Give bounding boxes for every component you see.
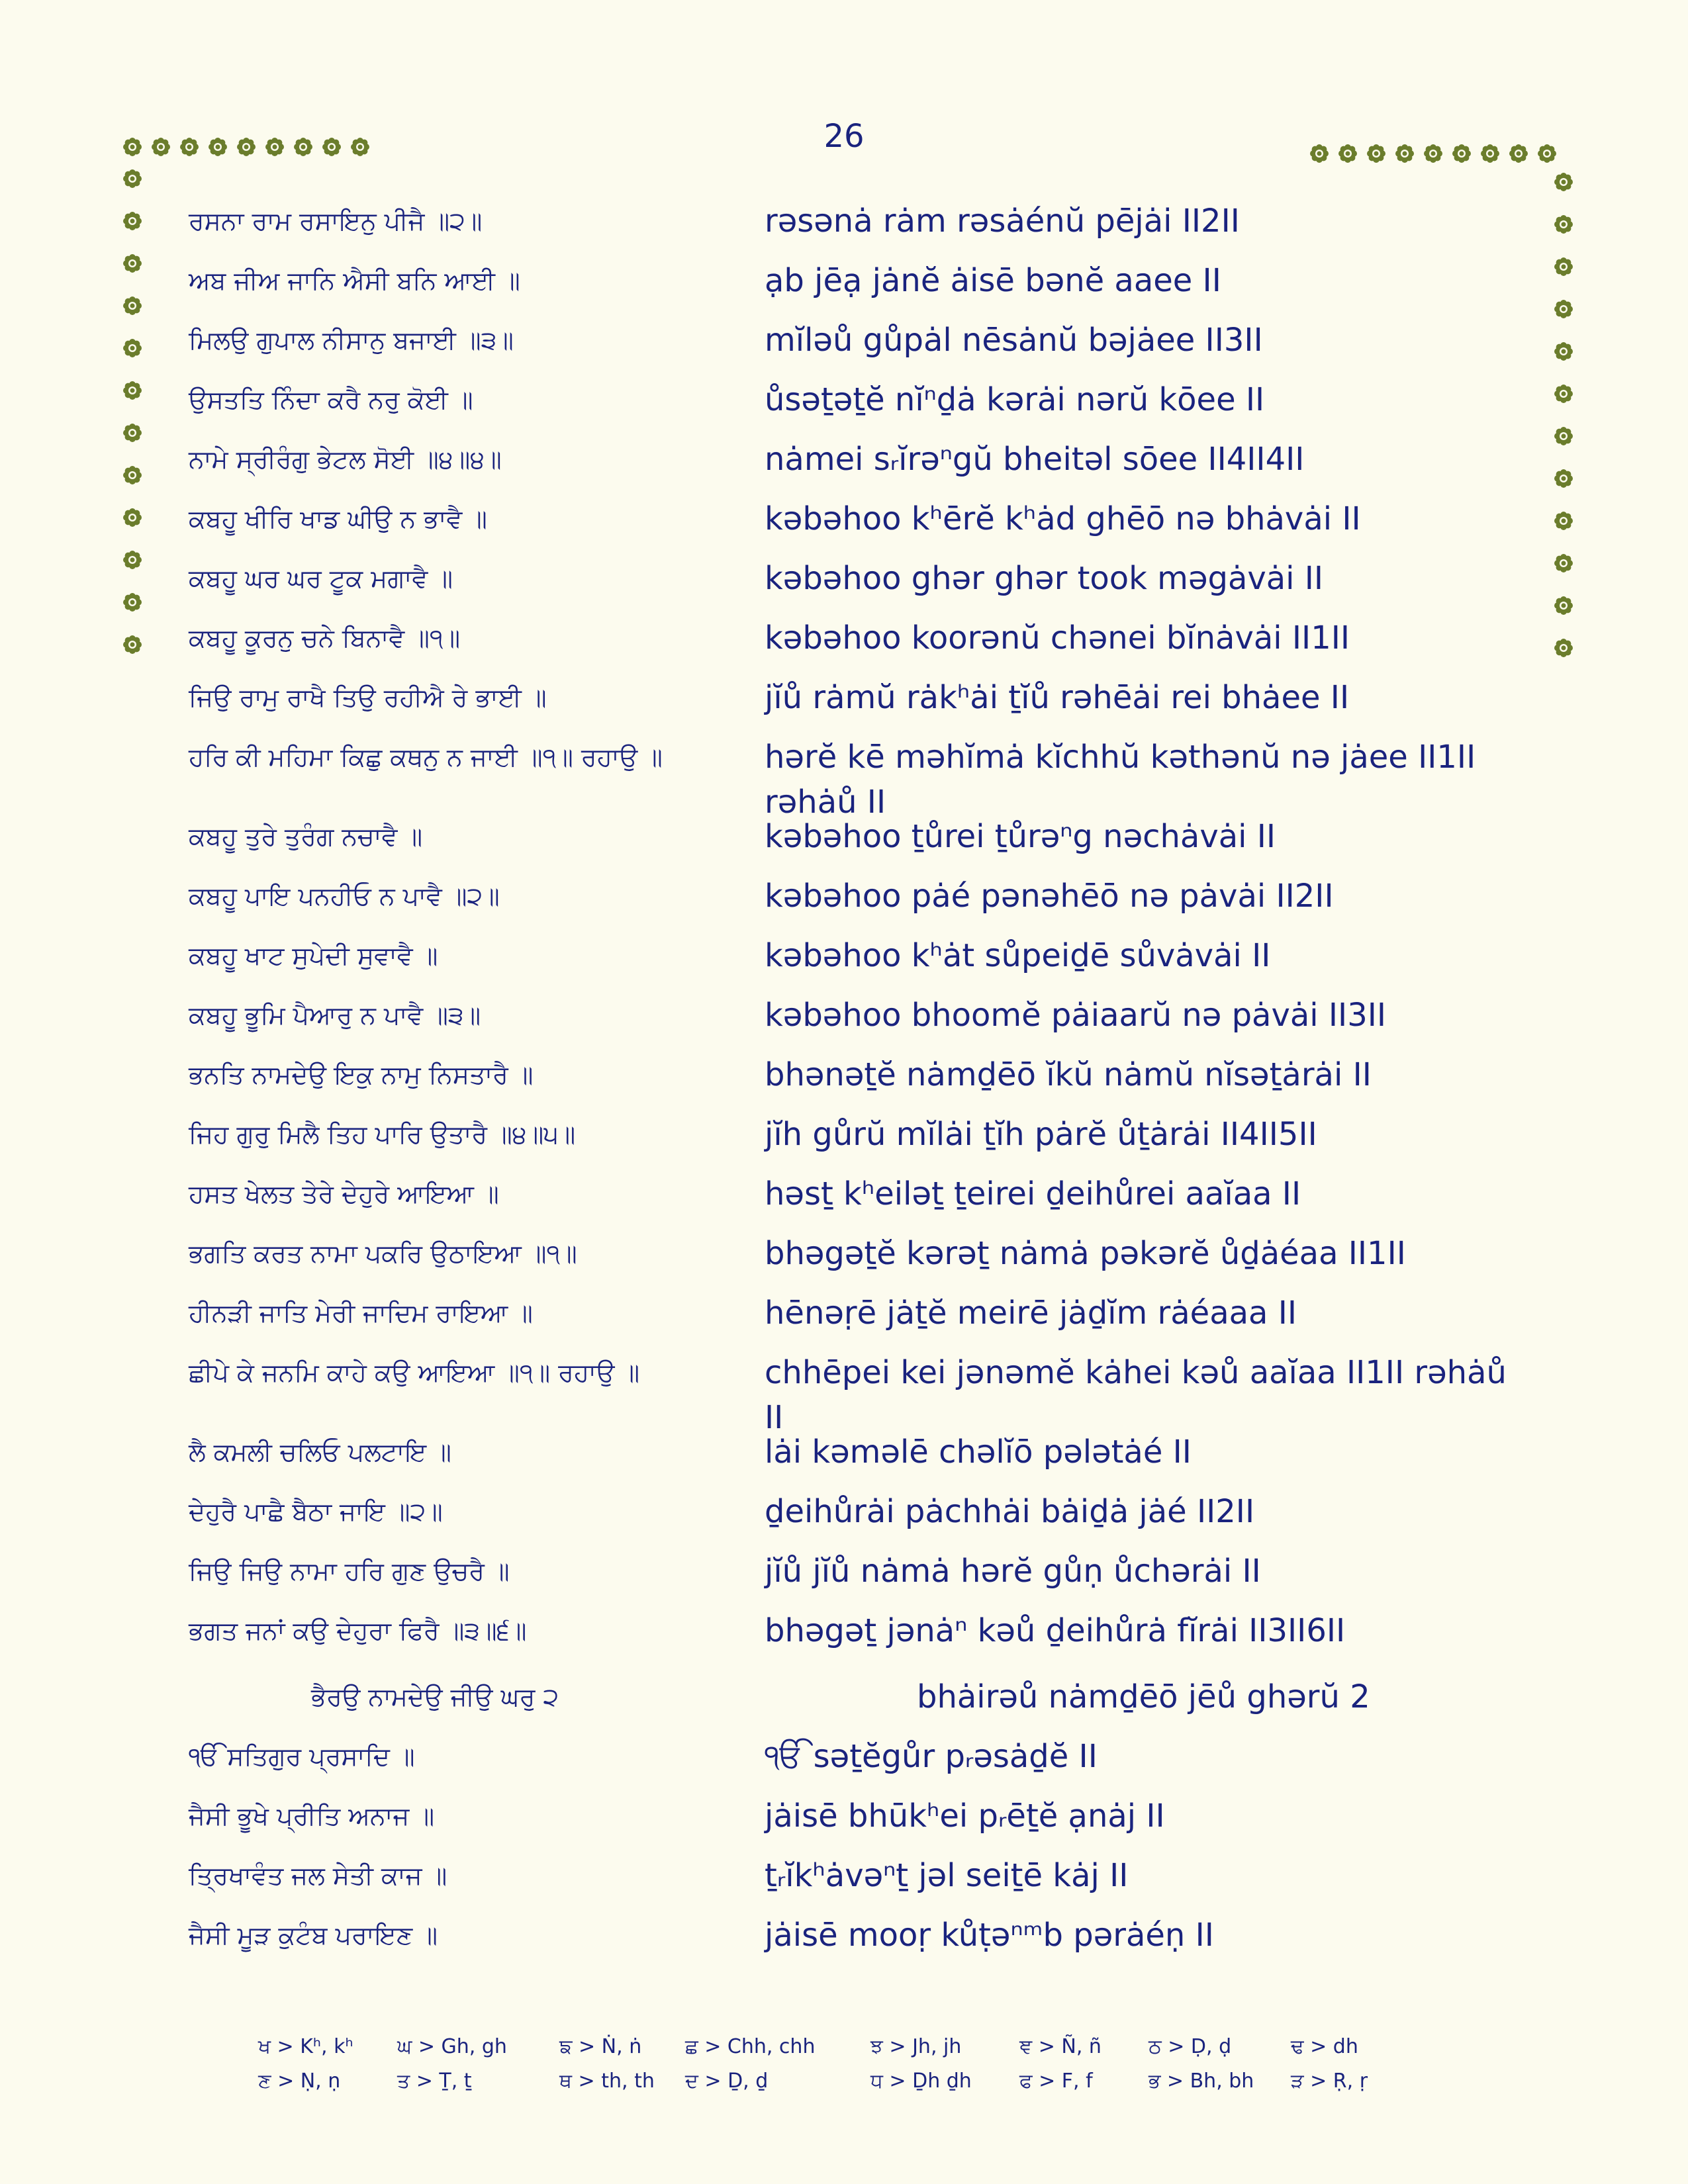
legend-entry: ਞ > Ñ, ñ <box>1019 2035 1102 2058</box>
gurmukhi-text: ਹੀਨੜੀ ਜਾਤਿ ਮੇਰੀ ਜਾਦਿਮ ਰਾਇਆ ॥ <box>189 1298 533 1328</box>
transliteration-text: bhənəṯĕ nȧmḏēō ĭkŭ nȧmŭ nĭsəṯȧrȧi II <box>765 1056 1372 1093</box>
gurmukhi-text: ਕਬਹੂ ਭੂਮਿ ਪੈਆਰੁ ਨ ਪਾਵੈ ॥੩॥ <box>189 1001 481 1030</box>
gurmukhi-text: ਰਸਨਾ ਰਾਮ ਰਸਾਇਨੁ ਪੀਜੈ ॥੨॥ <box>189 206 483 236</box>
flower-icon <box>1509 144 1528 163</box>
flower-icon <box>1554 299 1573 319</box>
gurmukhi-text: ਹਸਤ ਖੇਲਤ ਤੇਰੇ ਦੇਹੁਰੇ ਆਇਆ ॥ <box>189 1179 499 1208</box>
flower-icon <box>1338 144 1358 163</box>
flower-icon <box>293 137 313 157</box>
legend-entry: ਧ > Ḏh ḏh <box>870 2070 972 2093</box>
flower-icon <box>1480 144 1500 163</box>
flower-icon <box>122 211 142 231</box>
legend-entry: ਙ > Ṅ, ṅ <box>559 2035 642 2058</box>
transliteration-text: jȧisē bhūkʰei pᵣēṯĕ ạnȧj II <box>765 1797 1165 1835</box>
flower-icon <box>1537 144 1557 163</box>
flower-icon <box>236 137 256 157</box>
transliteration-text: jȧisē mooṛ kůṭəⁿᵐb pərȧéṇ II <box>765 1917 1214 1954</box>
gurmukhi-text: ਜੈਸੀ ਭੂਖੇ ਪ੍ਰੀਤਿ ਅਨਾਜ ॥ <box>189 1801 435 1831</box>
gurmukhi-text: ਕਬਹੂ ਤੁਰੇ ਤੁਰੰਗ ਨਚਾਵੈ ॥ <box>189 822 423 851</box>
flower-icon <box>151 137 171 157</box>
gurmukhi-text: ਕਬਹੂ ਪਾਇ ਪਨਹੀਓ ਨ ਪਾਵੈ ॥੨॥ <box>189 882 500 911</box>
flower-icon <box>1554 596 1573 615</box>
transliteration-text: kəbəhoo kʰērĕ kʰȧd ghēō nə bhȧvȧi II <box>765 500 1361 537</box>
flower-icon <box>122 253 142 273</box>
gurmukhi-text: ਕਬਹੂ ਕੂਰਨੁ ਚਨੇ ਬਿਨਾਵੈ ॥੧॥ <box>189 623 461 653</box>
flower-icon <box>1554 341 1573 361</box>
flower-icon <box>1309 144 1329 163</box>
flower-icon <box>122 508 142 527</box>
transliteration-text: kəbəhoo pȧé pənəhēō nə pȧvȧi II2II <box>765 878 1334 915</box>
flower-icon <box>1554 214 1573 234</box>
flower-icon <box>122 338 142 358</box>
flower-icon <box>1366 144 1386 163</box>
legend-entry: ਖ > Kʰ, kʰ <box>258 2035 353 2058</box>
gurmukhi-text: ਕਬਹੂ ਖਾਟ ਸੁਪੇਦੀ ਸੁਵਾਵੈ ॥ <box>189 941 438 970</box>
flower-icon <box>1554 638 1573 658</box>
flower-icon <box>1554 384 1573 404</box>
flower-icon <box>122 381 142 400</box>
gurmukhi-text: ਭਗਤ ਜਨਾਂ ਕਉ ਦੇਹੁਰਾ ਫਿਰੈ ॥੩॥੬॥ <box>189 1616 527 1645</box>
gurmukhi-text: ਨਾਮੇ ਸ੍ਰੀਰੰਗੁ ਭੇਟਲ ਸੋਈ ॥੪॥੪॥ <box>189 445 502 474</box>
legend-entry: ਘ > Gh, gh <box>397 2035 507 2058</box>
flower-icon <box>122 423 142 443</box>
transliteration-text: ṯᵣĭkʰȧvəⁿṯ jəl seiṯē kȧj II <box>765 1857 1129 1894</box>
flower-icon <box>122 592 142 612</box>
transliteration-text: kəbəhoo ghər ghər took məgȧvȧi II <box>765 560 1324 597</box>
legend-entry: ਭ > Bh, bh <box>1149 2070 1254 2093</box>
transliteration-text: jĭů rȧmŭ rȧkʰȧi ṯĭů rəhēȧi rei bhȧee II <box>765 679 1350 716</box>
gurmukhi-text: ਭੈਰਉ ਨਾਮਦੇਉ ਜੀਉ ਘਰੁ ੨ <box>311 1682 559 1711</box>
gurmukhi-text: ਹਰਿ ਕੀ ਮਹਿਮਾ ਕਿਛੁ ਕਥਨੁ ਨ ਜਾਈ ॥੧॥ ਰਹਾਉ ॥ <box>189 743 663 772</box>
legend-entry: ਫ > F, f <box>1019 2070 1093 2093</box>
flower-icon <box>122 465 142 485</box>
transliteration-text: jĭů jĭů nȧmȧ hərĕ gůṇ ůchərȧi II <box>765 1553 1261 1590</box>
legend-entry: ੜ > Ṛ, ṛ <box>1291 2070 1368 2093</box>
flower-icon <box>179 137 199 157</box>
flower-icon <box>322 137 342 157</box>
gurmukhi-text: ਉਸਤਤਿ ਨਿੰਦਾ ਕਰੈ ਨਰੁ ਕੋਈ ॥ <box>189 385 473 414</box>
transliteration-text: ạb jēạ jȧnĕ ȧisē bənĕ aaee II <box>765 262 1221 299</box>
transliteration-text: lȧi kəməlē chəlĭō pələtȧé II <box>765 1433 1192 1471</box>
transliteration-text: kəbəhoo bhoomĕ pȧiaarŭ nə pȧvȧi II3II <box>765 997 1387 1034</box>
gurmukhi-text: ਮਿਲਉ ਗੁਪਾਲ ਨੀਸਾਨੁ ਬਜਾਈ ॥੩॥ <box>189 326 514 355</box>
flower-icon <box>1452 144 1472 163</box>
transliteration-text: nȧmei sᵣĭrəⁿgŭ bheitəl sōee II4II4II <box>765 441 1305 478</box>
legend-entry: ਛ > Chh, chh <box>685 2035 816 2058</box>
gurmukhi-text: ਤ੍ਰਿਖਾਵੰਤ ਜਲ ਸੇਤੀ ਕਾਜ ॥ <box>189 1861 447 1890</box>
transliteration-text: kəbəhoo ṯůrei ṯůrəⁿg nəchȧvȧi II <box>765 818 1276 855</box>
gurmukhi-text: ਜਿਹ ਗੁਰੁ ਮਿਲੈ ਤਿਹ ਪਾਰਿ ਉਤਾਰੈ ॥੪॥੫॥ <box>189 1120 576 1149</box>
gurmukhi-text: ਜੈਸੀ ਮੂੜ ਕੁਟੰਬ ਪਰਾਇਣ ॥ <box>189 1921 438 1950</box>
flower-icon <box>122 550 142 570</box>
transliteration-text: jĭh gůrŭ mĭlȧi ṯĭh pȧrĕ ůṯȧrȧi II4II5II <box>765 1116 1317 1153</box>
legend-entry: ਠ > Ḍ, ḍ <box>1149 2035 1232 2058</box>
gurmukhi-text: ਕਬਹੂ ਖੀਰਿ ਖਾਡ ਘੀਉ ਨ ਭਾਵੈ ॥ <box>189 504 487 533</box>
transliteration-text: hēnəṛē jȧṯĕ meirē jȧḏĭm rȧéaaa II <box>765 1295 1297 1332</box>
gurmukhi-text: ਭਨਤਿ ਨਾਮਦੇਉ ਇਕੁ ਨਾਮੁ ਨਿਸਤਾਰੈ ॥ <box>189 1060 534 1089</box>
legend-entry: ਢ > dh <box>1291 2035 1358 2058</box>
transliteration-text: bhȧirəů nȧmḏēō jēů ghərŭ 2 <box>917 1678 1370 1715</box>
transliteration-text: həsṯ kʰeiləṯ ṯeirei ḏeihůrei aaĭaa II <box>765 1175 1301 1212</box>
gurmukhi-text: ਦੇਹੁਰੈ ਪਾਛੈ ਬੈਠਾ ਜਾਇ ॥੨॥ <box>189 1497 443 1526</box>
transliteration-text: ůsəṯəṯĕ nĭⁿḏȧ kərȧi nərŭ kōee II <box>765 381 1265 418</box>
transliteration-text: kəbəhoo kʰȧt sůpeiḏē sůvȧvȧi II <box>765 937 1271 974</box>
transliteration-legend <box>258 2035 1450 2104</box>
flower-icon <box>1423 144 1443 163</box>
flower-icon <box>1554 511 1573 531</box>
flower-icon <box>1554 257 1573 277</box>
flower-icon <box>122 296 142 316</box>
flower-icon <box>1554 469 1573 488</box>
page-number: 26 <box>823 118 865 155</box>
transliteration-text: kəbəhoo koorənŭ chənei bĭnȧvȧi II1II <box>765 619 1350 657</box>
transliteration-text: bhəgəṯ jənȧⁿ kəů ḏeihůrȧ fĭrȧi II3II6II <box>765 1612 1346 1649</box>
gurmukhi-text: ਛੀਪੇ ਕੇ ਜਨਮਿ ਕਾਹੇ ਕਉ ਆਇਆ ॥੧॥ ਰਹਾਉ ॥ <box>189 1358 640 1387</box>
transliteration-text: mĭləů gůpȧl nēsȧnŭ bəjȧee II3II <box>765 322 1263 359</box>
transliteration-text: ḏeihůrȧi pȧchhȧi bȧiḏȧ jȧé II2II <box>765 1493 1255 1530</box>
flower-icon <box>1554 426 1573 446</box>
flower-icon <box>122 137 142 157</box>
transliteration-text: bhəgəṯĕ kərəṯ nȧmȧ pəkərĕ ůḏȧéaa II1II <box>765 1235 1406 1272</box>
flower-icon <box>1554 172 1573 192</box>
gurmukhi-text: ਜਿਉ ਜਿਉ ਨਾਮਾ ਹਰਿ ਗੁਣ ਉਚਰੈ ॥ <box>189 1557 510 1586</box>
gurmukhi-text: ਅਬ ਜੀਅ ਜਾਨਿ ਐਸੀ ਬਨਿ ਆਈ ॥ <box>189 266 520 295</box>
flower-icon <box>122 169 142 189</box>
transliteration-text: chhēpei kei jənəmĕ kȧhei kəů aaĭaa II1II rəhȧů II <box>765 1354 1507 1436</box>
legend-entry: ਣ > Ṇ, ṇ <box>258 2070 341 2093</box>
gurmukhi-text: ਕਬਹੂ ਘਰ ਘਰ ਟੂਕ ਮਗਾਵੈ ॥ <box>189 564 453 593</box>
legend-row <box>258 2070 1450 2104</box>
flower-icon <box>350 137 370 157</box>
gurmukhi-text: ਲੈ ਕਮਲੀ ਚਲਿਓ ਪਲਟਾਇ ॥ <box>189 1437 451 1467</box>
flower-icon <box>1554 553 1573 573</box>
legend-entry: ਥ > th, th <box>559 2070 655 2093</box>
gurmukhi-text: ਭਗਤਿ ਕਰਤ ਨਾਮਾ ਪਕਰਿ ਉਠਾਇਆ ॥੧॥ <box>189 1239 577 1268</box>
legend-entry: ਤ > Ṯ, ṯ <box>397 2070 472 2093</box>
legend-entry: ਦ > Ḏ, ḏ <box>685 2070 769 2093</box>
flower-icon <box>122 635 142 655</box>
gurmukhi-text: ੴ ਸਤਿਗੁਰ ਪ੍ਰਸਾਦਿ ॥ <box>189 1742 415 1771</box>
flower-icon <box>208 137 228 157</box>
transliteration-text: rəsənȧ rȧm rəsȧénŭ pējȧi II2II <box>765 203 1240 240</box>
legend-entry: ਝ > Jh, jh <box>870 2035 962 2058</box>
gurmukhi-text: ਜਿਉ ਰਾਮੁ ਰਾਖੈ ਤਿਉ ਰਹੀਐ ਰੇ ਭਾਈ ॥ <box>189 683 547 712</box>
flower-icon <box>265 137 285 157</box>
transliteration-text: hərĕ kē məhĭmȧ kĭchhŭ kəthənŭ nə jȧee II1II rəhȧů II <box>765 739 1476 821</box>
legend-row <box>258 2035 1450 2070</box>
transliteration-text: ੴ səṯĕgůr pᵣəsȧḏĕ II <box>765 1738 1098 1775</box>
flower-icon <box>1395 144 1415 163</box>
